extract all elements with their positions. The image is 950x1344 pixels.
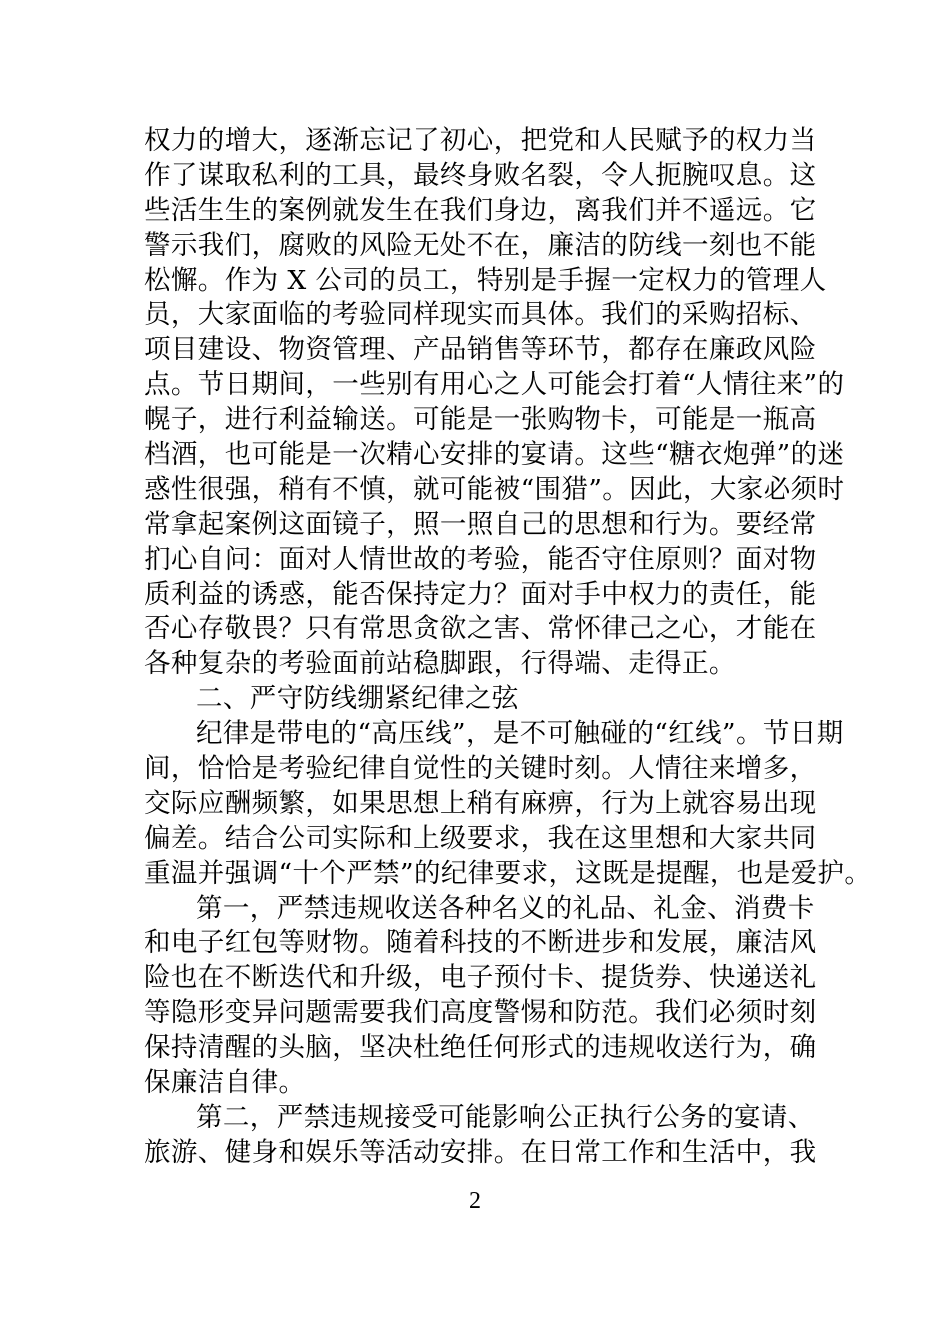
text-line: 偏差。结合公司实际和上级要求，我在这里想和大家共同	[144, 822, 817, 854]
page-number: 2	[469, 1188, 481, 1214]
text-line: 第二，严禁违规接受可能影响公正执行公务的宴请、	[196, 1101, 815, 1133]
text-line: 重温并强调“十个严禁”的纪律要求，这既是提醒，也是爱护。	[144, 857, 872, 889]
text-line: 松懈。作为 X 公司的员工，特别是手握一定权力的管理人	[144, 264, 827, 296]
text-line: 点。节日期间，一些别有用心之人可能会打着“人情往来”的	[144, 369, 845, 401]
text-line: 档酒，也可能是一次精心安排的宴请。这些“糖衣炮弹”的迷	[144, 439, 845, 471]
text-line: 扪心自问：面对人情世故的考验，能否守住原则？面对物	[144, 543, 817, 575]
section-heading: 二、严守防线绷紧纪律之弦	[196, 683, 519, 715]
text-line: 和电子红包等财物。随着科技的不断进步和发展，廉洁风	[144, 927, 817, 959]
text-line: 间，恰恰是考验纪律自觉性的关键时刻。人情往来增多，	[144, 753, 817, 785]
text-line: 等隐形变异问题需要我们高度警惕和防范。我们必须时刻	[144, 997, 817, 1029]
document-body	[144, 124, 872, 1171]
text-line: 作了谋取私利的工具，最终身败名裂，令人扼腕叹息。这	[144, 159, 817, 191]
text-line: 常拿起案例这面镜子，照一照自己的思想和行为。要经常	[144, 508, 817, 540]
text-line: 权力的增大，逐渐忘记了初心，把党和人民赋予的权力当	[144, 125, 817, 156]
text-line: 惑性很强，稍有不慎，就可能被“围猎”。因此，大家必须时	[144, 473, 845, 505]
text-line: 交际应酬频繁，如果思想上稍有麻痹，行为上就容易出现	[144, 787, 817, 819]
text-line: 保廉洁自律。	[144, 1067, 306, 1099]
text-line: 幌子，进行利益输送。可能是一张购物卡，可能是一瓶高	[144, 404, 817, 436]
text-line: 员，大家面临的考验同样现实而具体。我们的采购招标、	[144, 299, 817, 331]
text-line: 纪律是带电的“高压线”，是不可触碰的“红线”。节日期	[196, 718, 844, 750]
text-line: 险也在不断迭代和升级，电子预付卡、提货券、快递送礼	[144, 962, 817, 994]
text-line: 各种复杂的考验面前站稳脚跟，行得端、走得正。	[144, 648, 736, 680]
text-line: 旅游、健身和娱乐等活动安排。在日常工作和生活中，我	[144, 1136, 817, 1168]
text-line: 保持清醒的头脑，坚决杜绝任何形式的违规收送行为，确	[144, 1032, 817, 1064]
text-line: 项目建设、物资管理、产品销售等环节，都存在廉政风险	[144, 334, 817, 366]
text-line: 些活生生的案例就发生在我们身边，离我们并不遥远。它	[144, 194, 817, 226]
text-line: 警示我们，腐败的风险无处不在，廉洁的防线一刻也不能	[144, 229, 817, 261]
text-line: 质利益的诱惑，能否保持定力？面对手中权力的责任，能	[144, 578, 817, 610]
text-line: 第一，严禁违规收送各种名义的礼品、礼金、消费卡	[196, 892, 815, 924]
text-line: 否心存敬畏？只有常思贪欲之害、常怀律己之心，才能在	[144, 613, 817, 645]
